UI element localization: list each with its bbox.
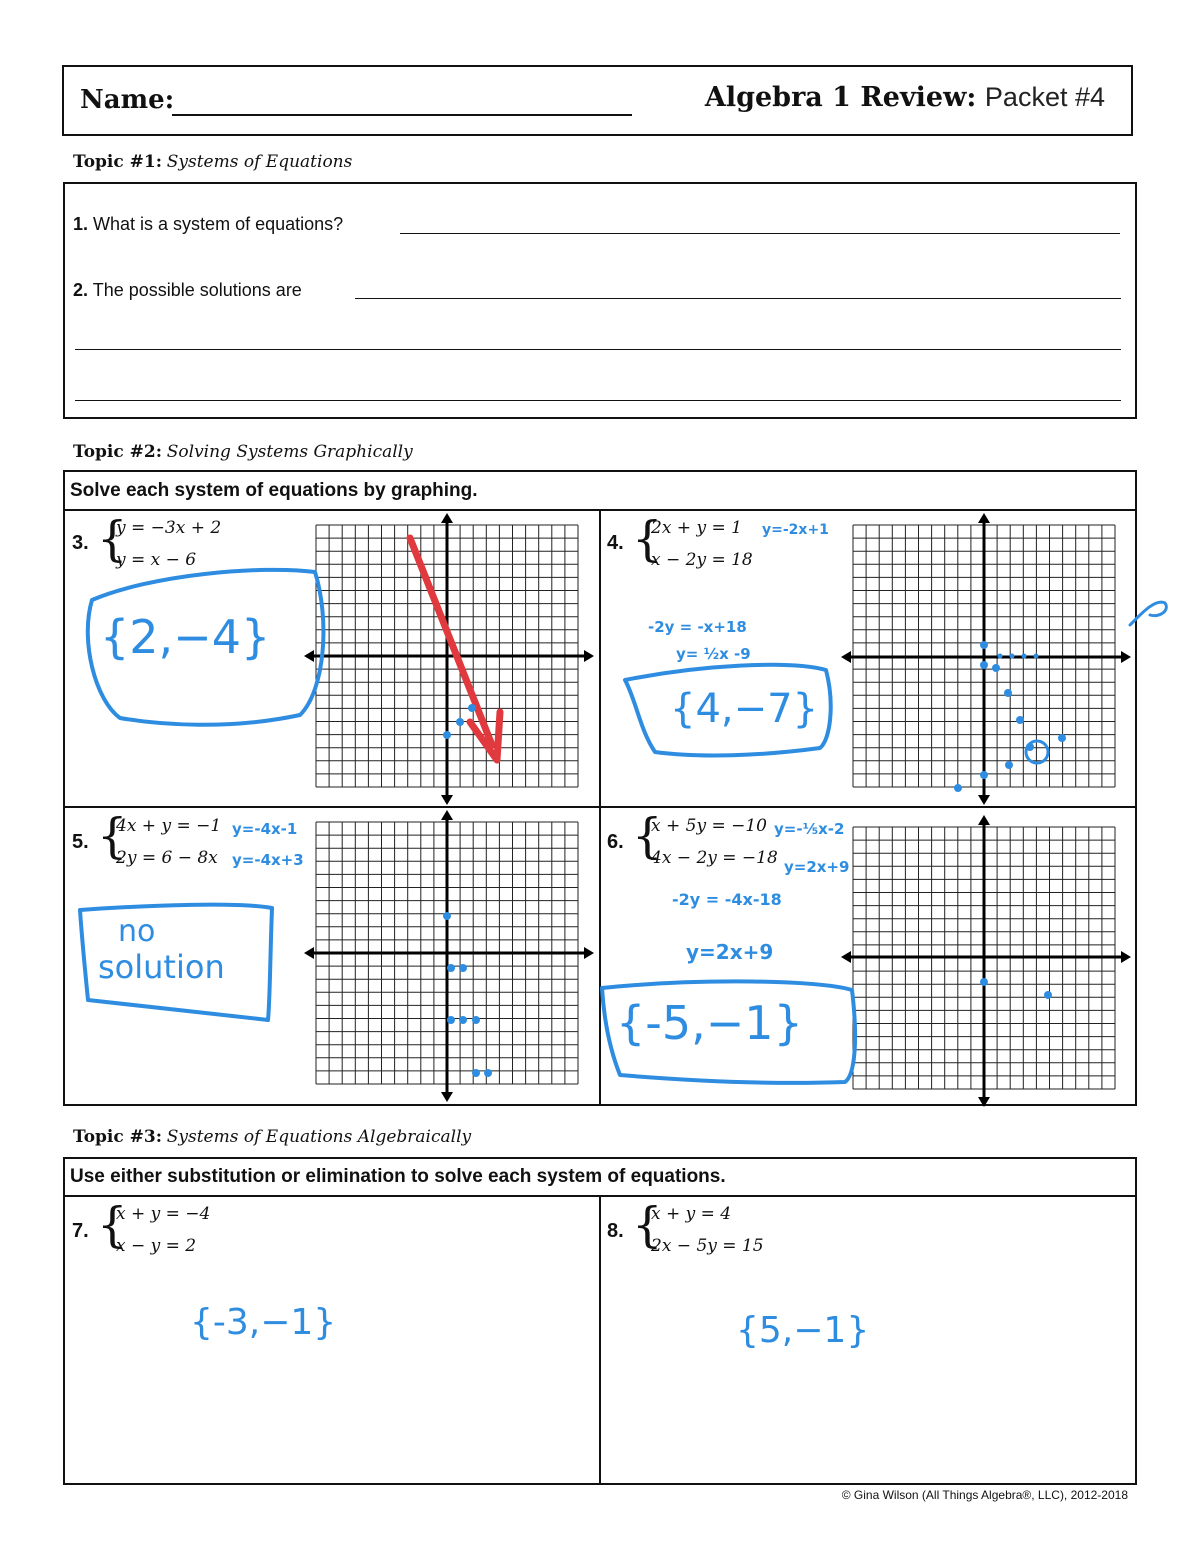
p4-eq1: 2x + y = 1 — [651, 518, 742, 538]
p4-point — [1058, 734, 1066, 742]
p3-eq2: y = x − 6 — [116, 550, 197, 570]
p4-point — [954, 784, 962, 792]
p4-point — [980, 771, 988, 779]
topic2-instruction: Solve each system of equations by graphing. — [70, 480, 478, 501]
p5-note2: y=-4x+3 — [232, 851, 304, 869]
p4-solution-circle — [1026, 741, 1048, 763]
p5-brace: { — [97, 808, 128, 864]
topic3-heading: Topic #3: Systems of Equations Algebraically — [73, 1127, 472, 1147]
p8-number: 8. — [607, 1220, 624, 1242]
p5-point — [484, 1069, 492, 1077]
p3-brace: { — [97, 511, 128, 567]
p4-point — [980, 661, 988, 669]
p4-dash — [1010, 654, 1015, 659]
p7-brace: { — [97, 1197, 128, 1253]
p5-x-arrow-left — [304, 947, 314, 959]
p4-dash — [1022, 654, 1027, 659]
p8-eq1: x + y = 4 — [651, 1204, 732, 1224]
p4-x-arrow-left — [841, 651, 851, 663]
p6-note3: -2y = -4x-18 — [672, 890, 782, 909]
p4-note3: y= ½x -9 — [676, 645, 751, 663]
p4-point — [1004, 689, 1012, 697]
p3-red-arrow-line — [410, 538, 492, 745]
p7-eq2: x − y = 2 — [116, 1236, 197, 1256]
p4-number: 4. — [607, 532, 624, 554]
p7-answer: {-3,−1} — [190, 1302, 337, 1343]
p8-brace: { — [632, 1197, 663, 1253]
p5-point — [472, 1069, 480, 1077]
p6-point — [980, 978, 988, 986]
p4-point — [1016, 716, 1024, 724]
p8-eq2: 2x − 5y = 15 — [651, 1236, 764, 1256]
p4-answer: {4,−7} — [670, 686, 819, 732]
p3-x-arrow-left — [304, 650, 314, 662]
p6-answer-box — [602, 981, 855, 1082]
p5-point — [459, 1016, 467, 1024]
p5-point — [447, 964, 455, 972]
p6-note1: y=-⅕x-2 — [774, 820, 845, 838]
question-2: 2. The possible solutions are — [73, 280, 302, 300]
p7-eq1: x + y = −4 — [116, 1204, 211, 1224]
p6-note4: y=2x+9 — [686, 940, 774, 964]
p6-eq1: x + 5y = −10 — [651, 816, 767, 836]
topic3-instruction: Use either substitution or elimination to solve each system of equations. — [70, 1166, 726, 1187]
p5-point — [447, 1016, 455, 1024]
p4-dash — [1034, 654, 1039, 659]
p5-note1: y=-4x-1 — [232, 820, 298, 838]
p4-dash — [998, 654, 1003, 659]
p3-y-arrow-up — [441, 513, 453, 523]
p5-point — [459, 964, 467, 972]
p4-margin-scribble — [1130, 602, 1166, 625]
copyright: © Gina Wilson (All Things Algebra®, LLC), 2012-2018 — [841, 1488, 1128, 1502]
p5-eq2: 2y = 6 − 8x — [116, 848, 218, 868]
p6-y-arrow-up — [978, 815, 990, 825]
p4-y-arrow-down — [978, 795, 990, 805]
title-bold: Algebra 1 Review: — [704, 82, 977, 113]
p4-eq2: x − 2y = 18 — [651, 550, 753, 570]
topic3-vertical-rule — [599, 1195, 601, 1485]
p6-y-arrow-down — [978, 1097, 990, 1107]
p4-answer-box — [625, 665, 831, 756]
p4-x-arrow-right — [1121, 651, 1131, 663]
p6-brace: { — [632, 808, 663, 864]
name-label: Name: — [80, 85, 175, 115]
topic2-heading: Topic #2: Solving Systems Graphically — [73, 442, 413, 462]
p5-answer-line2: solution — [98, 948, 225, 986]
p4-note2: -2y = -x+18 — [648, 618, 747, 636]
p4-point — [992, 664, 1000, 672]
p7-number: 7. — [72, 1220, 89, 1242]
p3-answer: {2,−4} — [100, 610, 271, 664]
p3-number: 3. — [72, 532, 89, 554]
p4-note1: y=-2x+1 — [762, 522, 829, 538]
p3-answer-circle — [88, 570, 324, 725]
p4-brace: { — [632, 511, 663, 567]
p6-note2: y=2x+9 — [784, 858, 850, 876]
p3-point — [443, 731, 451, 739]
p3-eq1: y = −3x + 2 — [116, 518, 222, 538]
p6-x-arrow-right — [1121, 951, 1131, 963]
p5-point — [472, 1016, 480, 1024]
p6-point — [1044, 991, 1052, 999]
p6-x-arrow-left — [841, 951, 851, 963]
p8-answer: {5,−1} — [736, 1310, 870, 1351]
p5-point — [443, 912, 451, 920]
p5-answer-box — [80, 905, 272, 1020]
p4-point — [980, 641, 988, 649]
p3-point — [456, 718, 464, 726]
p5-x-arrow-right — [584, 947, 594, 959]
p5-y-arrow-up — [441, 810, 453, 820]
p5-answer-line1: no — [118, 914, 156, 949]
p6-answer: {-5,−1} — [616, 996, 803, 1050]
p3-y-arrow-down — [441, 795, 453, 805]
topic1-heading: Topic #1: Systems of Equations — [73, 152, 353, 172]
question-1: 1. What is a system of equations? — [73, 214, 344, 234]
packet-number: Packet #4 — [984, 82, 1105, 112]
p6-number: 6. — [607, 831, 624, 853]
p3-x-arrow-right — [584, 650, 594, 662]
p6-eq2: 4x − 2y = −18 — [651, 848, 778, 868]
p5-eq1: 4x + y = −1 — [116, 816, 222, 836]
p3-point — [468, 704, 476, 712]
p5-y-arrow-down — [441, 1092, 453, 1102]
p4-point — [1005, 761, 1013, 769]
p4-y-arrow-up — [978, 513, 990, 523]
p5-number: 5. — [72, 831, 89, 853]
